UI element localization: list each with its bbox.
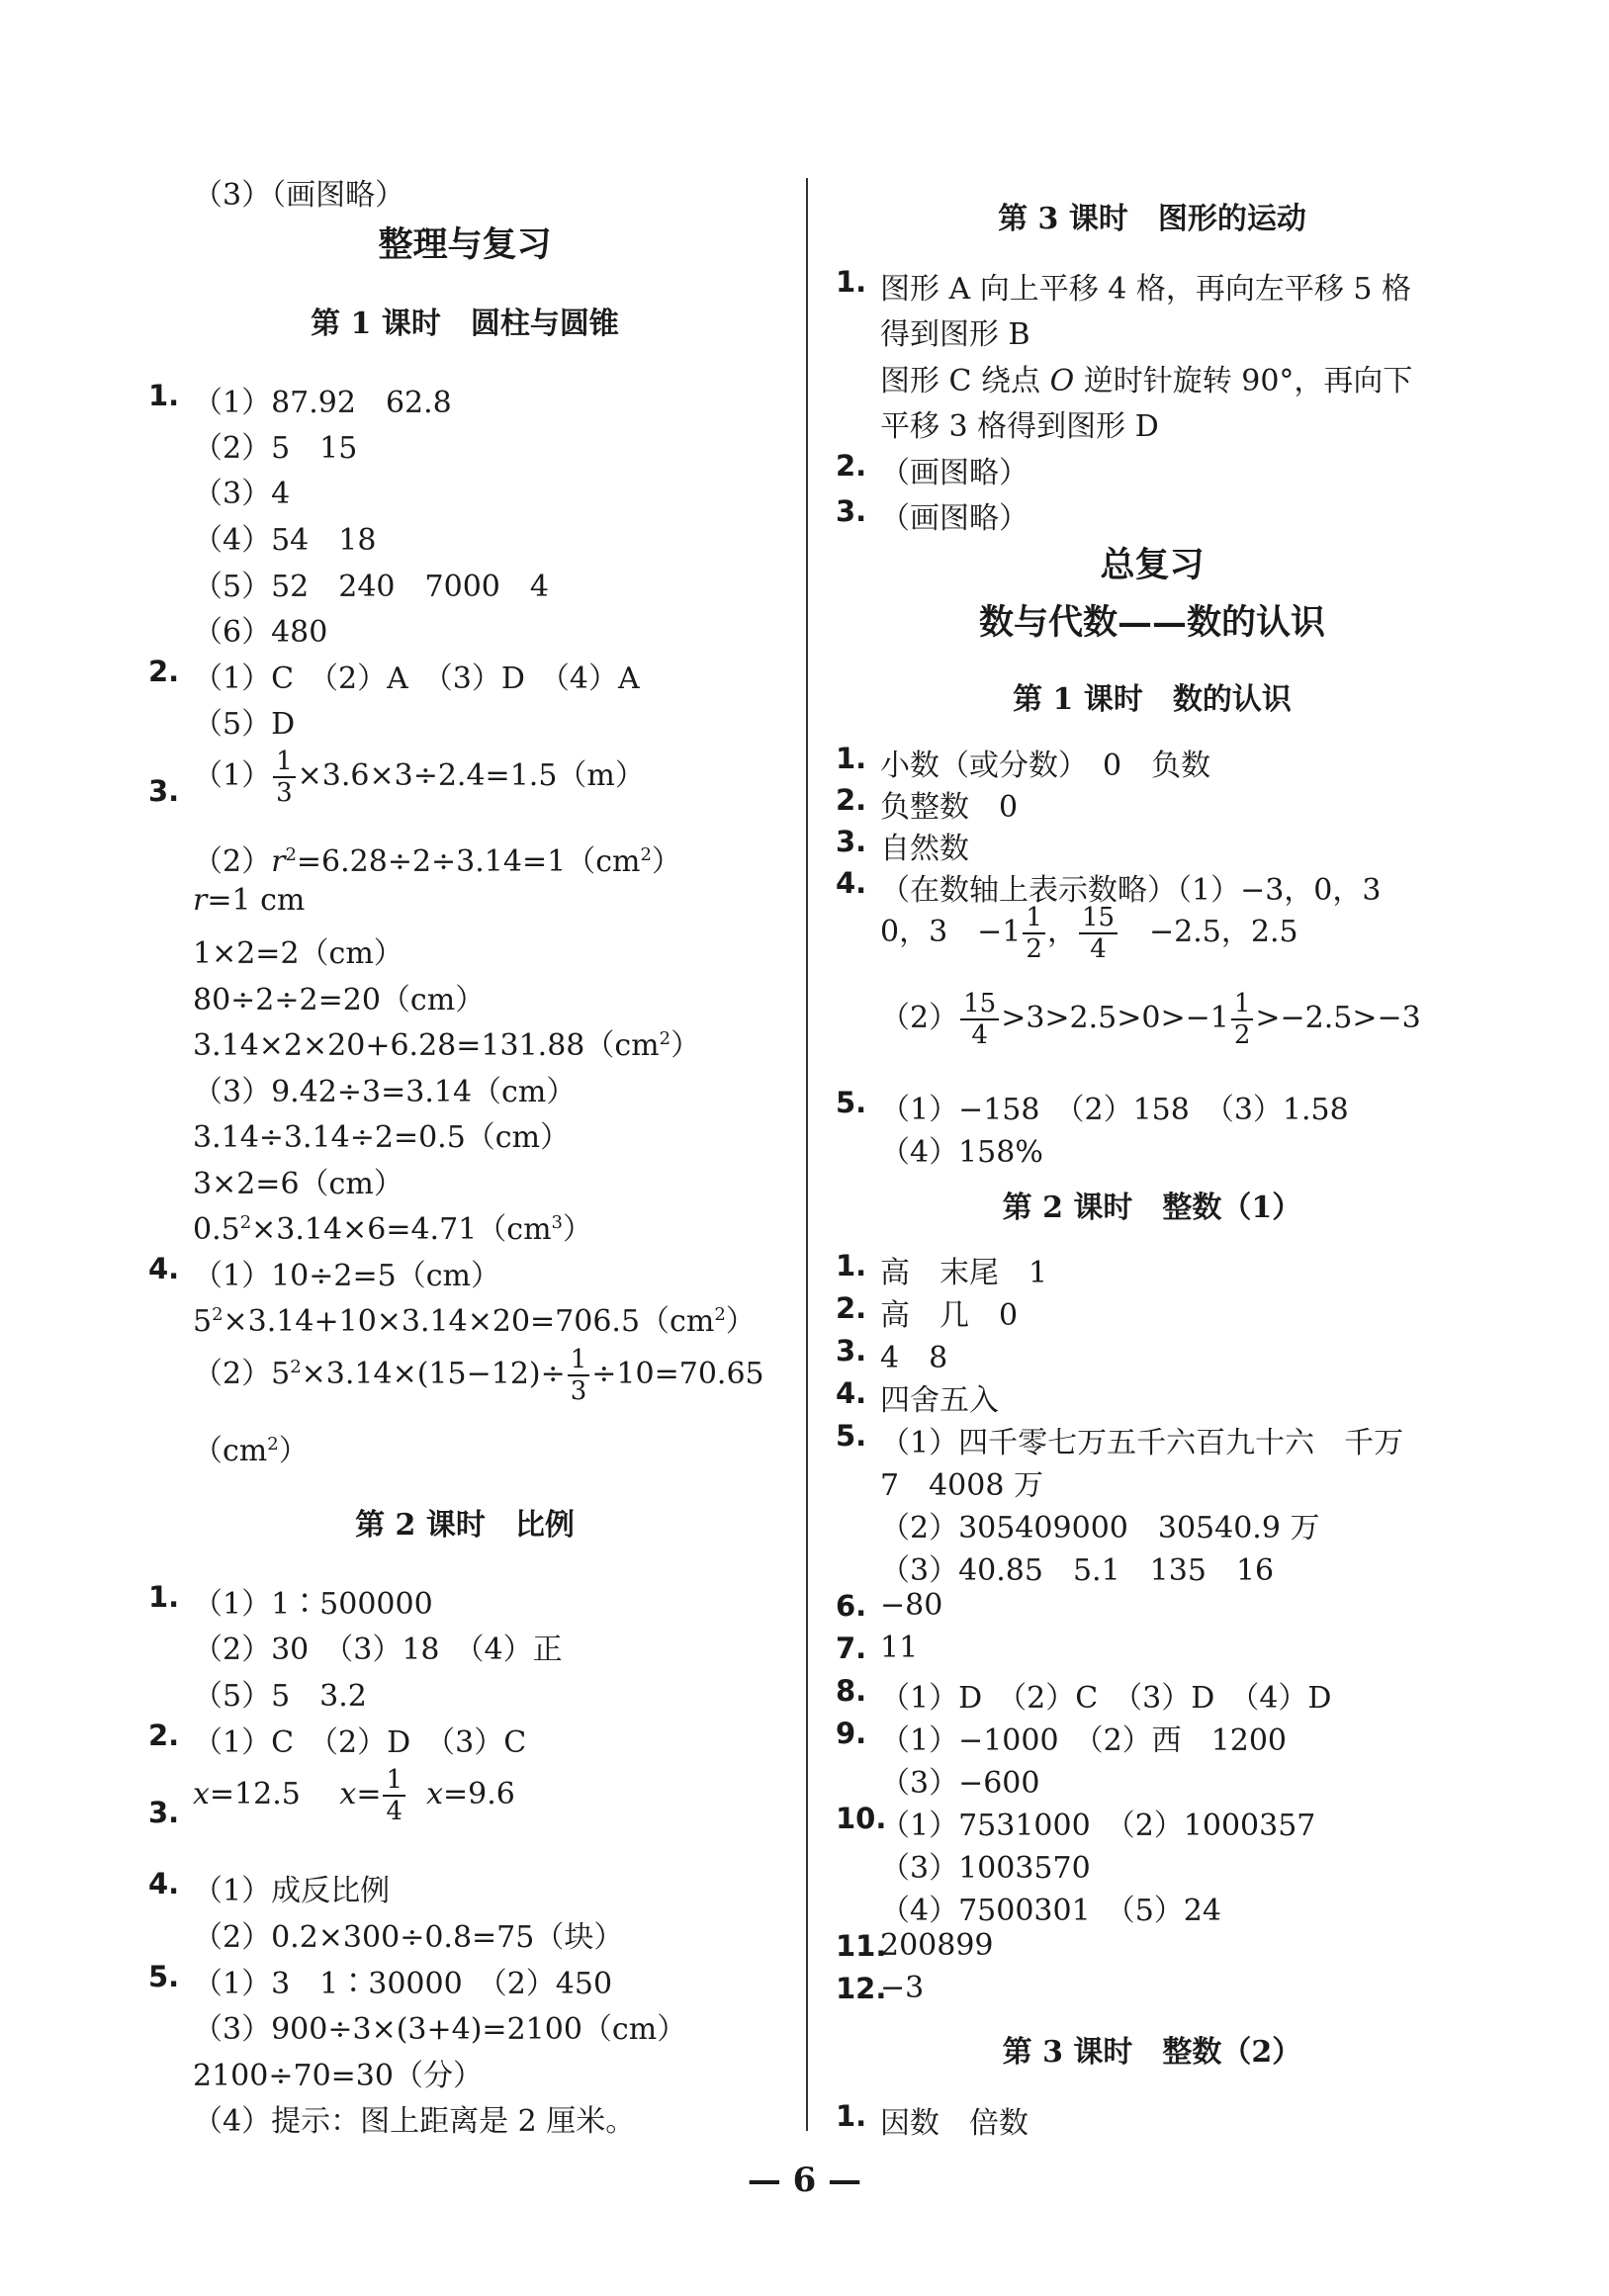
answer-line: 高 末尾 1 bbox=[880, 1256, 1048, 1290]
formula-line: r=1 cm bbox=[193, 883, 306, 918]
formula-line: 3.14÷3.14÷2=0.5（cm） bbox=[193, 1120, 571, 1155]
formula-line: $0.5^2\times 3.14\times 6=4.71(cm^3)$ bbox=[193, 1212, 592, 1247]
lesson-title: 第 1 课时 数的认识 bbox=[1013, 682, 1292, 717]
question-number: 4. bbox=[148, 1252, 180, 1285]
question-number: 3. bbox=[148, 774, 180, 808]
question-number: 2. bbox=[148, 655, 180, 688]
answer-line: 自然数 bbox=[880, 832, 969, 866]
answer-line: （4）54 18 bbox=[193, 523, 377, 558]
answer-line: −3 bbox=[880, 1971, 925, 2005]
answer-line: （1）−1000 （2）西 1200 bbox=[880, 1723, 1288, 1758]
fraction: $\frac{1}{2}$ bbox=[1023, 903, 1045, 964]
answer-line: （1）成反比例 bbox=[193, 1874, 391, 1908]
answer-line: −80 bbox=[880, 1588, 943, 1623]
answer-line: （2）0.2×300÷0.8=75（块） bbox=[193, 1920, 624, 1955]
answer-line: 负整数 0 bbox=[880, 790, 1019, 825]
answer-line: 因数 倍数 bbox=[880, 2106, 1028, 2141]
formula-line: 0，3 −1 $\frac{1}{2}$ ， $\frac{15}{4}$ −2.5，2.5 bbox=[880, 903, 1298, 964]
answer-line: （1）3 1∶30000 （2）450 bbox=[193, 1967, 613, 2001]
question-number: 2. bbox=[836, 783, 867, 817]
question-number: 4. bbox=[836, 866, 867, 900]
answer-line: 11 bbox=[880, 1631, 919, 1665]
answer-line: 图形 A 向上平移 4 格，再向左平移 5 格 bbox=[880, 272, 1412, 307]
formula-line: 80÷2÷2=20（cm） bbox=[193, 983, 486, 1017]
answer-line: （4）158% bbox=[880, 1135, 1043, 1170]
answer-line: （5）5 3.2 bbox=[193, 1679, 367, 1714]
question-number: 9. bbox=[836, 1717, 867, 1750]
answer-line: 图形 C 绕点 O 逆时针旋转 90°，再向下 bbox=[880, 364, 1413, 398]
question-number: 1. bbox=[148, 1580, 180, 1614]
question-number: 1. bbox=[836, 265, 867, 299]
answer-line: （1）1∶500000 bbox=[193, 1587, 433, 1622]
question-number: 5. bbox=[836, 1419, 867, 1453]
question-number: 1. bbox=[836, 742, 867, 775]
fraction: $\frac{1}{2}$ bbox=[1231, 989, 1254, 1050]
column-divider bbox=[806, 178, 808, 2131]
answer-line: （2）30 （3）18 （4）正 bbox=[193, 1633, 563, 1667]
formula-line: （2） $\frac{15}{4}$ >3>2.5>0>−1 $\frac{1}{2}$ >−2.5>−3 bbox=[880, 989, 1421, 1050]
answer-line: 小数（或分数） 0 负数 bbox=[880, 749, 1211, 783]
formula-line: （3）9.42÷3=3.14（cm） bbox=[193, 1075, 577, 1109]
question-number: 10. bbox=[836, 1802, 887, 1835]
formula-line: （1）10÷2=5（cm） bbox=[193, 1259, 500, 1293]
question-number: 11. bbox=[836, 1929, 887, 1963]
section-title: 整理与复习 bbox=[378, 224, 552, 265]
answer-line: （3）40.85 5.1 135 16 bbox=[880, 1553, 1275, 1588]
question-number: 3. bbox=[836, 825, 867, 858]
question-number: 2. bbox=[836, 449, 867, 483]
answer-line: （画图略） bbox=[880, 501, 1028, 536]
question-number: 8. bbox=[836, 1674, 867, 1708]
answer-line: （2）5 15 bbox=[193, 431, 358, 466]
page-number: — 6 — bbox=[747, 2161, 862, 2200]
lesson-title: 第 2 课时 比例 bbox=[355, 1508, 575, 1543]
answer-line: （3）1003570 bbox=[880, 1851, 1091, 1886]
answer-line: （1）87.92 62.8 bbox=[193, 386, 452, 420]
formula-line: $3.14\times 2\times 20+6.28=131.88(cm^2)$ bbox=[193, 1028, 701, 1063]
formula-line: 1×2=2（cm） bbox=[193, 936, 403, 971]
question-number: 1. bbox=[148, 379, 180, 412]
answer-line: 2100÷70=30（分） bbox=[193, 2059, 483, 2093]
answer-line: 7 4008 万 bbox=[880, 1468, 1043, 1503]
answer-line: 四舍五入 bbox=[880, 1383, 999, 1418]
question-number: 7. bbox=[836, 1632, 867, 1665]
answer-line: （画图略） bbox=[880, 456, 1028, 490]
answer-line: （4）提示：图上距离是 2 厘米。 bbox=[193, 2104, 636, 2139]
lesson-title: 第 1 课时 圆柱与圆锥 bbox=[311, 307, 619, 341]
text-line: （3）（画图略） bbox=[193, 178, 405, 213]
answer-line: （1）四千零七万五千六百九十六 千万 bbox=[880, 1426, 1404, 1460]
answer-line: （1）C （2）A （3）D （4）A bbox=[193, 662, 640, 696]
question-number: 6. bbox=[836, 1589, 867, 1623]
formula-line: $5^2\times 3.14+10\times 3.14\times 20=706.5(cm^2)$ bbox=[193, 1304, 756, 1339]
question-number: 4. bbox=[148, 1867, 180, 1900]
formula-line: $(cm^2)$ bbox=[193, 1434, 309, 1468]
fraction: $\frac{15}{4}$ bbox=[1079, 903, 1117, 964]
answer-line: （3）−600 bbox=[880, 1766, 1040, 1801]
answer-line: （1）C （2）D （3）C bbox=[193, 1725, 527, 1760]
question-number: 12. bbox=[836, 1972, 887, 2005]
question-number: 3. bbox=[836, 1334, 867, 1368]
fraction: $\frac{1}{3}$ bbox=[568, 1345, 590, 1406]
formula-line: x=12.5 x= $\frac{1}{4}$ x=9.6 bbox=[193, 1765, 515, 1826]
question-number: 3. bbox=[148, 1796, 180, 1829]
answer-line: （4）7500301 （5）24 bbox=[880, 1894, 1221, 1928]
answer-line: （在数轴上表示数略）（1）−3，0，3 bbox=[880, 873, 1382, 908]
formula-line: $(2)5^2\times 3.14\times(15-12)\div$ $\frac{1}{3}$ ÷10=70.65 bbox=[193, 1345, 764, 1406]
formula-line: $(2)r^2=6.28\div 2\div 3.14=1(cm^2)$ bbox=[193, 844, 681, 879]
answer-line: （3）4 bbox=[193, 477, 291, 511]
question-number: 1. bbox=[836, 1249, 867, 1282]
question-number: 2. bbox=[836, 1291, 867, 1325]
answer-line: （1）7531000 （2）1000357 bbox=[880, 1809, 1316, 1843]
lesson-title: 第 2 课时 整数（1） bbox=[1002, 1191, 1302, 1225]
lesson-title: 第 3 课时 整数（2） bbox=[1002, 2035, 1302, 2070]
fraction: $\frac{15}{4}$ bbox=[960, 989, 999, 1050]
question-number: 5. bbox=[148, 1960, 180, 1993]
formula-line: 3×2=6（cm） bbox=[193, 1167, 403, 1201]
answer-line: 4 8 bbox=[880, 1341, 948, 1375]
question-number: 1. bbox=[836, 2099, 867, 2133]
answer-line: 平移 3 格得到图形 D bbox=[880, 409, 1159, 444]
section-title: 总复习 bbox=[1100, 545, 1205, 585]
answer-line: 200899 bbox=[880, 1928, 994, 1963]
answer-line: （5）52 240 7000 4 bbox=[193, 570, 549, 604]
question-number: 5. bbox=[836, 1086, 867, 1119]
formula-line: （1） $\frac{1}{3}$ ×3.6×3÷2.4=1.5（m） bbox=[193, 747, 645, 808]
answer-line: 高 几 0 bbox=[880, 1298, 1019, 1333]
answer-line: （2）305409000 30540.9 万 bbox=[880, 1511, 1320, 1545]
question-number: 2. bbox=[148, 1719, 180, 1752]
lesson-title: 第 3 课时 图形的运动 bbox=[998, 202, 1306, 236]
question-number: 3. bbox=[836, 494, 867, 528]
answer-line: （5）D bbox=[193, 707, 296, 742]
section-subtitle: 数与代数——数的认识 bbox=[978, 602, 1325, 643]
fraction: $\frac{1}{3}$ bbox=[273, 747, 296, 808]
answer-line: （1）−158 （2）158 （3）1.58 bbox=[880, 1093, 1349, 1127]
answer-line: （1）D （2）C （3）D （4）D bbox=[880, 1681, 1332, 1716]
answer-line: （6）480 bbox=[193, 615, 328, 650]
answer-line: 得到图形 B bbox=[880, 317, 1030, 352]
fraction: $\frac{1}{4}$ bbox=[383, 1765, 405, 1826]
question-number: 4. bbox=[836, 1376, 867, 1410]
answer-line: （3）900÷3×(3+4)=2100（cm） bbox=[193, 2012, 687, 2047]
